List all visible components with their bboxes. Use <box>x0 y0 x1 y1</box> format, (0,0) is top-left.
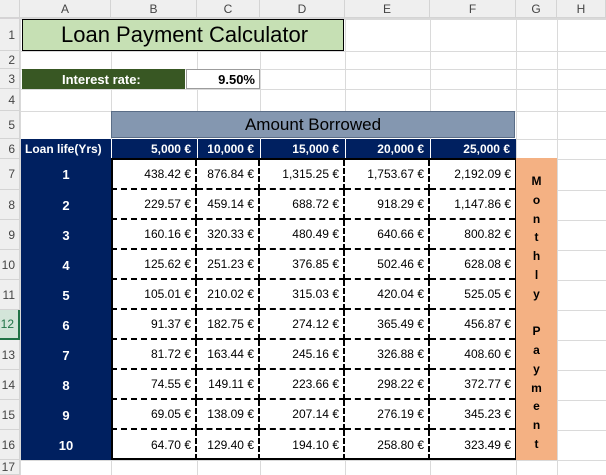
payment-cell[interactable]: 365.49 € <box>345 310 430 340</box>
payment-cell[interactable]: 129.40 € <box>197 430 260 460</box>
column-header-e[interactable]: E <box>345 0 430 18</box>
loan-year-cell[interactable]: 10 <box>21 430 111 460</box>
payment-cell[interactable]: 345.23 € <box>430 400 515 430</box>
amount-borrowed-header[interactable]: Amount Borrowed <box>111 111 515 138</box>
loan-year-cell[interactable]: 7 <box>21 340 111 370</box>
payment-cell[interactable]: 258.80 € <box>345 430 430 460</box>
gridline-vertical <box>557 18 558 475</box>
payment-cell[interactable]: 640.66 € <box>345 220 430 250</box>
row-header-8[interactable]: 8 <box>0 190 20 220</box>
payment-cell[interactable]: 105.01 € <box>111 280 197 310</box>
loan-year-cell[interactable]: 3 <box>21 220 111 250</box>
row-header-6[interactable]: 6 <box>0 139 20 159</box>
payment-cell[interactable]: 1,147.86 € <box>430 190 515 220</box>
row-header-3[interactable]: 3 <box>0 69 20 89</box>
column-header-a[interactable]: A <box>20 0 111 18</box>
payment-cell[interactable]: 438.42 € <box>111 160 197 190</box>
row-header-7[interactable]: 7 <box>0 159 20 190</box>
side-label-letter: l <box>534 267 539 282</box>
side-label-letter: e <box>533 399 540 414</box>
payment-cell[interactable]: 276.19 € <box>345 400 430 430</box>
payment-cell[interactable]: 323.49 € <box>464 438 511 452</box>
side-label-letter: o <box>532 192 541 207</box>
payment-cell[interactable]: 420.04 € <box>345 280 430 310</box>
amount-column-header[interactable]: 25,000 € <box>430 139 516 159</box>
column-header-b[interactable]: B <box>111 0 197 18</box>
column-header-h[interactable]: H <box>557 0 606 18</box>
side-label-letter: y <box>533 361 540 376</box>
row-header-2[interactable]: 2 <box>0 51 20 69</box>
gridline-horizontal <box>20 460 606 461</box>
row-header-11[interactable]: 11 <box>0 280 20 310</box>
payment-cell[interactable]: 456.87 € <box>430 310 515 340</box>
payment-cell[interactable]: 800.82 € <box>430 220 515 250</box>
payment-cell[interactable]: 69.05 € <box>111 400 197 430</box>
row-header-17[interactable]: 17 <box>0 460 20 475</box>
payment-cell[interactable]: 688.72 € <box>260 190 345 220</box>
loan-life-header[interactable]: Loan life(Yrs) <box>21 139 111 159</box>
monthly-payment-side-label[interactable] <box>516 158 557 460</box>
amount-column-header[interactable]: 10,000 € <box>197 139 260 159</box>
payment-cell[interactable]: 459.14 € <box>197 190 260 220</box>
payment-cell[interactable]: 502.46 € <box>345 250 430 280</box>
payment-cell[interactable]: 2,192.09 € <box>430 160 515 190</box>
payment-cell[interactable]: 372.77 € <box>430 370 515 400</box>
payment-cell[interactable]: 1,315.25 € <box>260 160 345 190</box>
payment-cell[interactable]: 138.09 € <box>197 400 260 430</box>
row-header-1[interactable]: 1 <box>0 19 20 51</box>
loan-year-cell[interactable]: 9 <box>21 400 111 430</box>
column-header-c[interactable]: C <box>197 0 260 18</box>
page-title[interactable]: Loan Payment Calculator <box>22 19 344 51</box>
payment-cell[interactable]: 876.84 € <box>197 160 260 190</box>
payment-cell[interactable]: 210.02 € <box>197 280 260 310</box>
select-all-corner[interactable] <box>0 0 20 18</box>
payment-cell[interactable]: 91.37 € <box>111 310 197 340</box>
payment-cell[interactable]: 81.72 € <box>111 340 197 370</box>
gridline-horizontal <box>20 51 606 52</box>
amount-column-header[interactable]: 20,000 € <box>345 139 430 159</box>
payment-cell[interactable]: 298.22 € <box>345 370 430 400</box>
side-label-letter: h <box>532 249 541 264</box>
side-label-letter: M <box>531 174 542 188</box>
payment-cell[interactable]: 251.23 € <box>197 250 260 280</box>
row-header-14[interactable]: 14 <box>0 370 20 400</box>
payment-cell[interactable]: 315.03 € <box>260 280 345 310</box>
side-label-letter: t <box>534 436 539 451</box>
payment-cell[interactable]: 326.88 € <box>345 340 430 370</box>
loan-year-cell[interactable]: 6 <box>21 310 111 340</box>
payment-cell[interactable]: 480.49 € <box>260 220 345 250</box>
loan-year-cell[interactable]: 5 <box>21 280 111 310</box>
payment-cell[interactable]: 160.16 € <box>111 220 197 250</box>
payment-cell[interactable]: 223.66 € <box>260 370 345 400</box>
side-label-letter: n <box>532 418 541 433</box>
payment-table <box>111 158 517 460</box>
interest-rate-value[interactable]: 9.50% <box>186 69 260 89</box>
row-header-5[interactable]: 5 <box>0 111 20 139</box>
interest-rate-label[interactable]: Interest rate: <box>22 69 185 89</box>
payment-cell[interactable]: 64.70 € <box>111 430 197 460</box>
column-header-d[interactable]: D <box>260 0 345 18</box>
payment-cell[interactable]: 918.29 € <box>345 190 430 220</box>
payment-cell[interactable]: 125.62 € <box>111 250 197 280</box>
payment-cell[interactable]: 229.57 € <box>111 190 197 220</box>
payment-cell[interactable]: 274.12 € <box>260 310 345 340</box>
payment-cell[interactable]: 207.14 € <box>260 400 345 430</box>
payment-cell[interactable]: 1,753.67 € <box>345 160 430 190</box>
payment-cell[interactable]: 182.75 € <box>197 310 260 340</box>
payment-cell[interactable]: 245.16 € <box>260 340 345 370</box>
row-header-10[interactable]: 10 <box>0 250 20 280</box>
payment-cell[interactable]: 163.44 € <box>197 340 260 370</box>
loan-year-cell[interactable]: 4 <box>21 250 111 280</box>
row-header-9[interactable]: 9 <box>0 220 20 250</box>
column-header-f[interactable]: F <box>430 0 516 18</box>
payment-cell[interactable]: 408.60 € <box>430 340 515 370</box>
payment-cell[interactable]: 149.11 € <box>197 370 260 400</box>
loan-year-cell[interactable]: 8 <box>21 370 111 400</box>
row-header-13[interactable]: 13 <box>0 340 20 370</box>
column-header-g[interactable]: G <box>516 0 557 18</box>
row-header-15[interactable]: 15 <box>0 400 20 430</box>
side-label-letter: y <box>533 286 540 301</box>
payment-cell[interactable]: 194.10 € <box>260 430 345 460</box>
payment-cell[interactable]: 376.85 € <box>260 250 345 280</box>
side-label-letter <box>535 305 538 320</box>
side-label-letter: n <box>532 211 541 226</box>
amount-column-header[interactable]: 15,000 € <box>260 139 345 159</box>
payment-cell[interactable]: 320.33 € <box>197 220 260 250</box>
row-header-4[interactable]: 4 <box>0 89 20 111</box>
side-label-letter: a <box>533 343 540 358</box>
loan-year-cell[interactable]: 2 <box>21 190 111 220</box>
loan-year-cell[interactable]: 1 <box>21 159 111 190</box>
side-label-letter: m <box>531 380 542 395</box>
payment-cell[interactable]: 525.05 € <box>430 280 515 310</box>
row-header-12[interactable]: 12 <box>0 310 20 340</box>
payment-cell[interactable]: 74.55 € <box>111 370 197 400</box>
side-label-letter: P <box>532 324 541 339</box>
amount-column-header[interactable]: 5,000 € <box>111 139 197 159</box>
row-header-16[interactable]: 16 <box>0 430 20 460</box>
gridline-horizontal <box>20 89 606 90</box>
payment-cell[interactable]: 628.08 € <box>430 250 515 280</box>
side-label-letter: t <box>534 230 539 245</box>
